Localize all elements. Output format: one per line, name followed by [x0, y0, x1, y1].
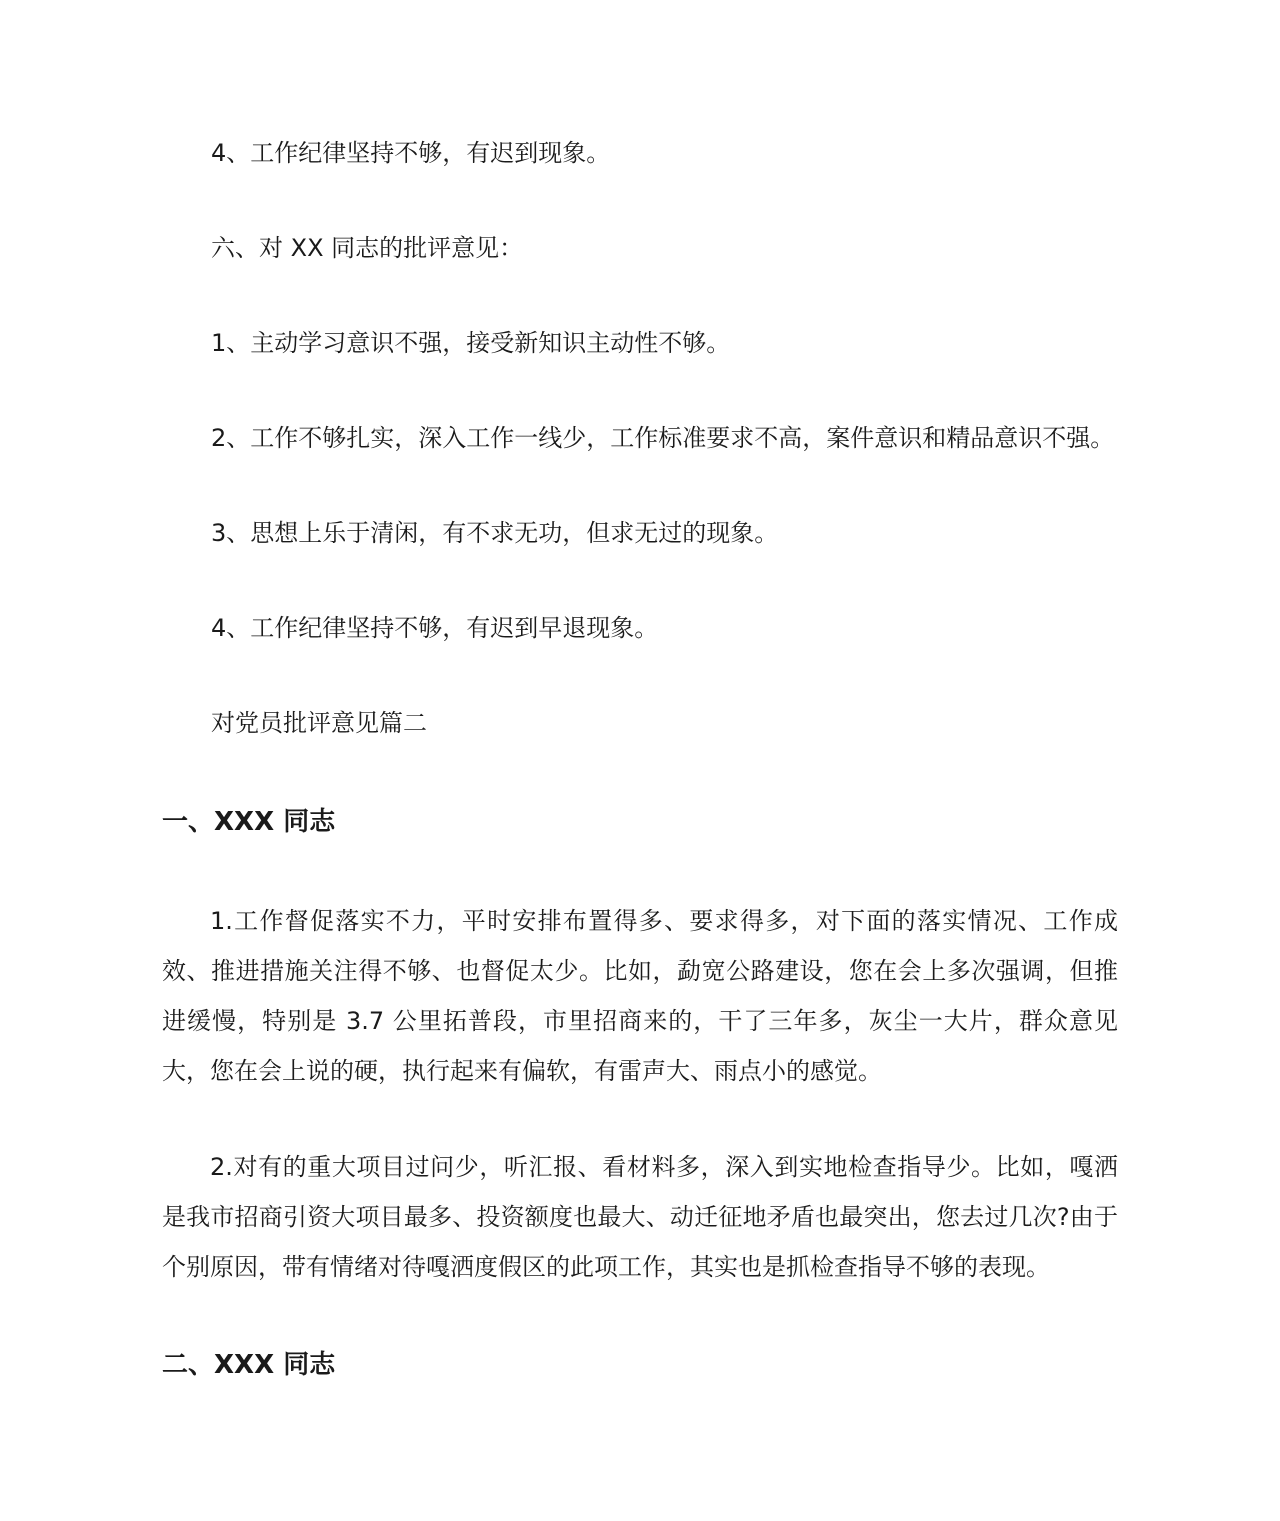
text-line: 2、工作不够扎实，深入工作一线少，工作标准要求不高，案件意识和精品意识不强。 — [211, 424, 1115, 452]
paragraph: 1.工作督促落实不力，平时安排布置得多、要求得多，对下面的落实情况、工作成效、推进措施关注得不够、也督促太少。比如，勐宽公路建设，您在会上多次强调，但推进缓慢，特别是 3.7 公里拓普段，市里招商来的，干了三年多，灰尘一大片，群众意见大，您在会上说的硬，执行起来有偏软，有雷声大、雨点小的感觉。 — [162, 907, 1118, 1085]
text-line: 1、主动学习意识不强，接受新知识主动性不够。 — [211, 329, 731, 357]
section-title: 对党员批评意见篇二 — [211, 709, 427, 737]
paragraph: 2.对有的重大项目过问少，听汇报、看材料多，深入到实地检查指导少。比如，嘎洒是我市招商引资大项目最多、投资额度也最大、动迁征地矛盾也最突出，您去过几次?由于个别原因，带有情绪对待嘎洒度假区的此项工作，其实也是抓检查指导不够的表现。 — [162, 1153, 1118, 1281]
text-line: 六、对 XX 同志的批评意见： — [211, 234, 524, 262]
text-line: 3、思想上乐于清闲，有不求无功，但求无过的现象。 — [211, 519, 779, 547]
text-line: 4、工作纪律坚持不够，有迟到早退现象。 — [211, 614, 659, 642]
section-heading: 一、XXX 同志 — [162, 807, 336, 837]
section-heading: 二、XXX 同志 — [162, 1350, 336, 1380]
text-line: 4、工作纪律坚持不够，有迟到现象。 — [211, 139, 611, 167]
